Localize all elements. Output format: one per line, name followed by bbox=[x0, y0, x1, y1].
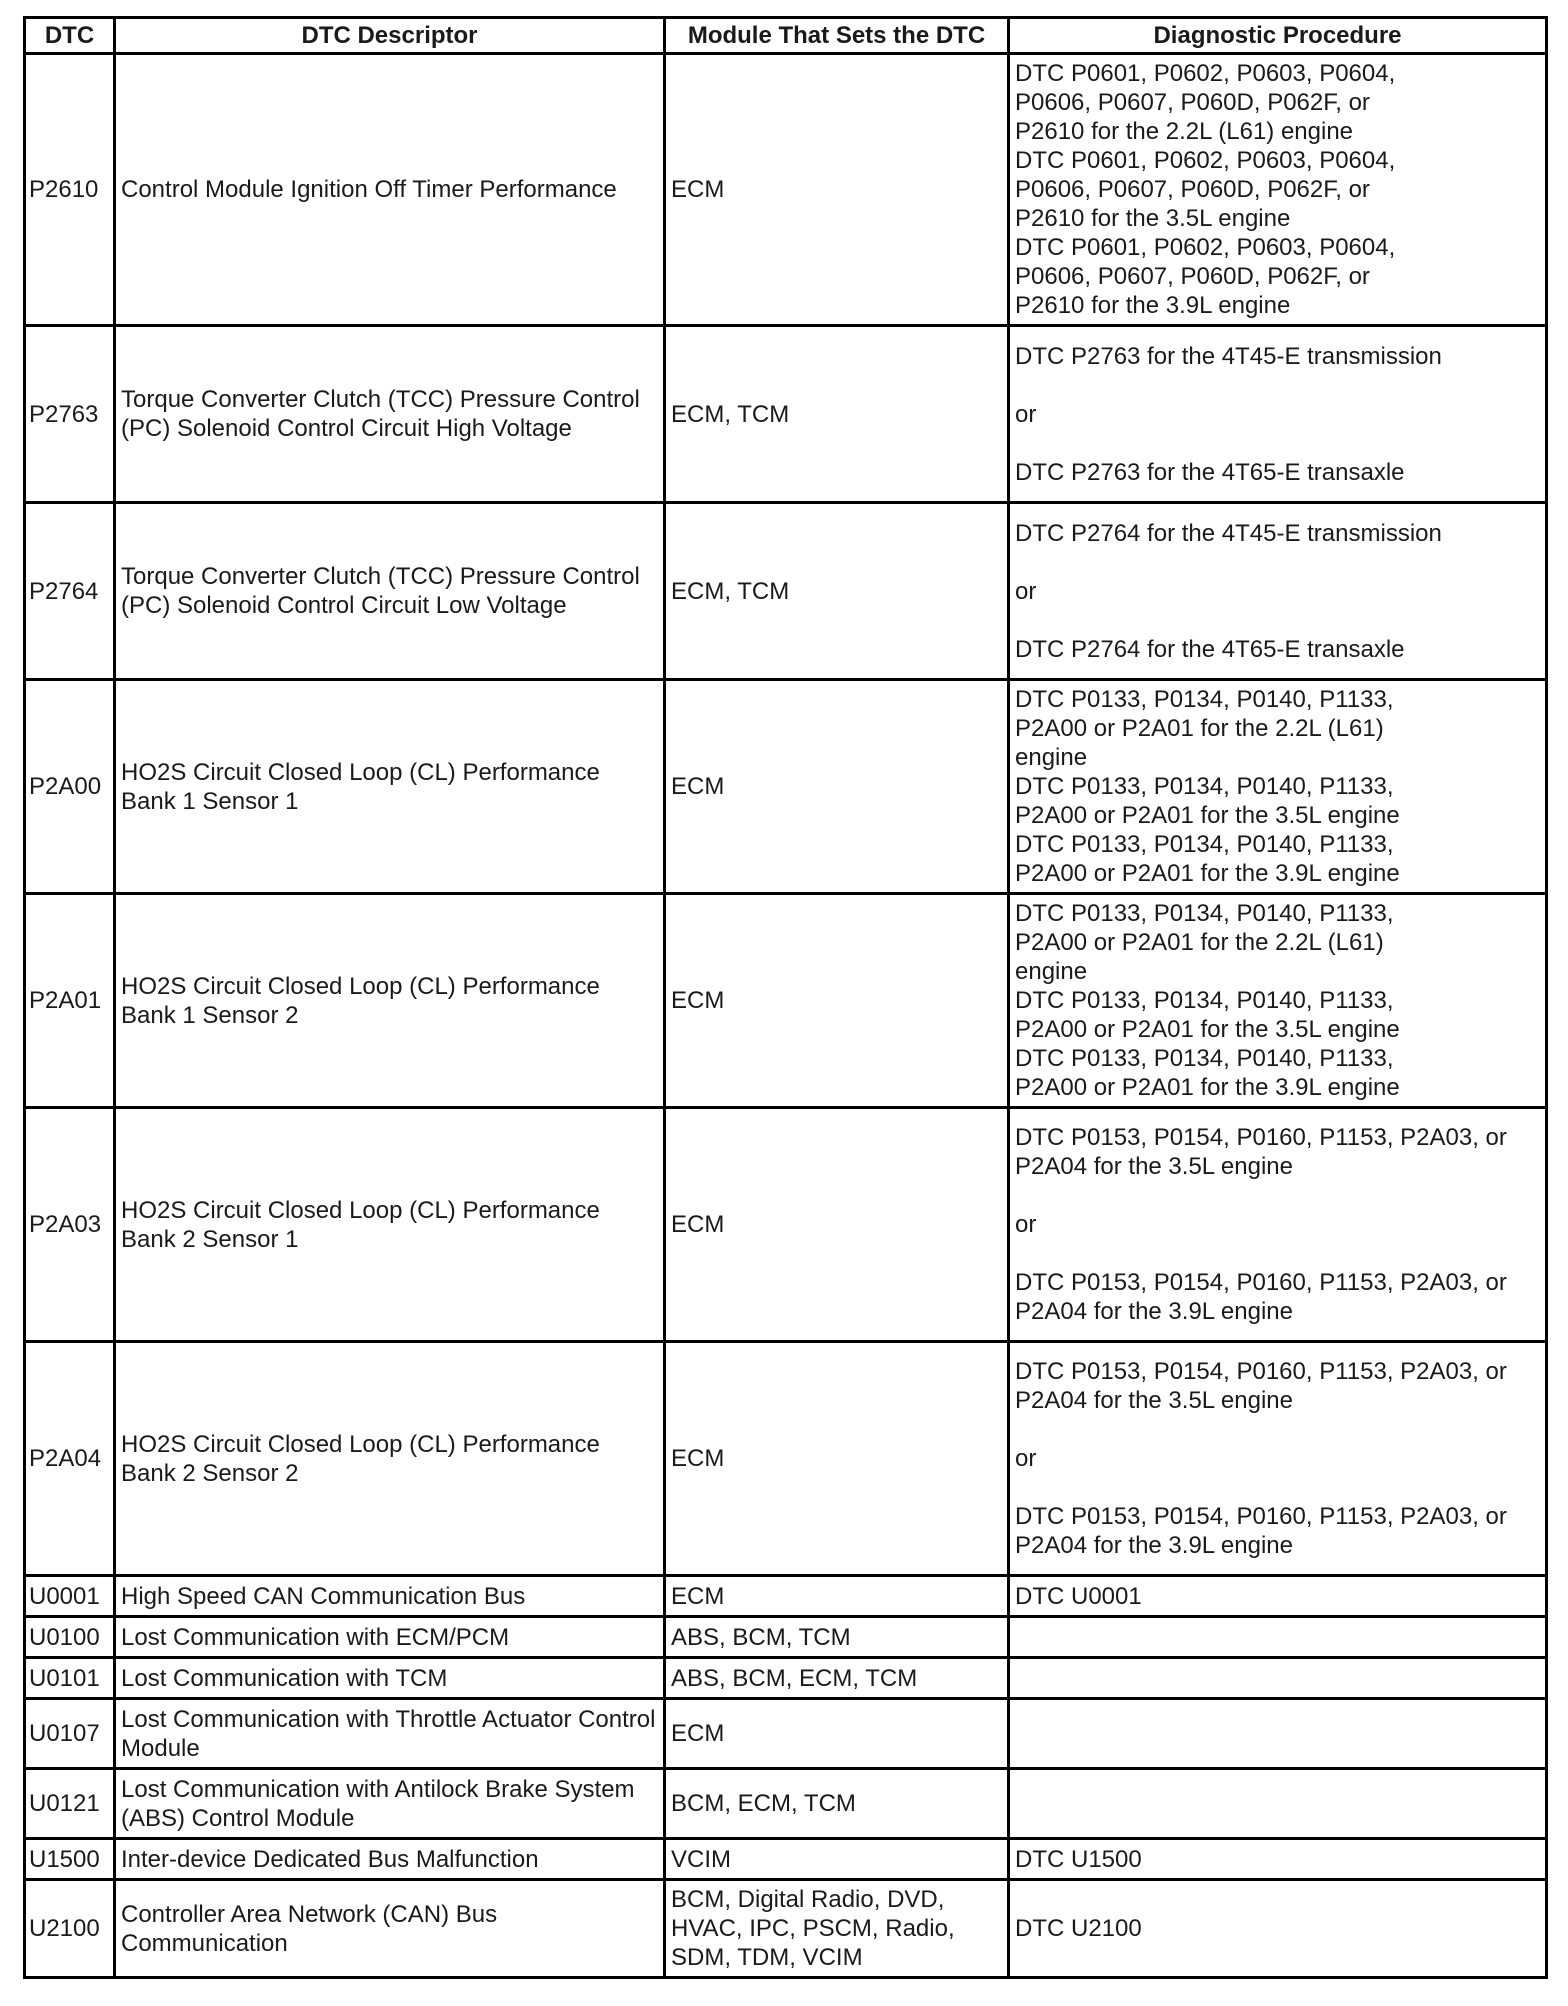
procedure-line[interactable]: P0606, P0607, P060D, P062F, or bbox=[1015, 89, 1370, 116]
dtc-code: P2A00 bbox=[25, 680, 115, 894]
diagnostic-procedure bbox=[1009, 503, 1547, 680]
header-module: Module That Sets the DTC bbox=[665, 18, 1009, 54]
table-row bbox=[25, 680, 1547, 894]
procedure-line[interactable]: DTC P0133, P0134, P0140, P1133, bbox=[1015, 987, 1394, 1014]
dtc-module: BCM, Digital Radio, DVD, HVAC, IPC, PSCM, Radio, SDM, TDM, VCIM bbox=[665, 1880, 1009, 1978]
procedure-line[interactable]: DTC U0001 bbox=[1015, 1582, 1142, 1610]
table-row bbox=[25, 326, 1547, 503]
header-row bbox=[25, 18, 1547, 54]
dtc-module: ECM bbox=[665, 680, 1009, 894]
procedure-line[interactable]: DTC U2100 bbox=[1015, 1915, 1142, 1942]
procedure-line[interactable]: DTC P0153, P0154, P0160, P1153, P2A03, or bbox=[1015, 1269, 1507, 1296]
header-descriptor: DTC Descriptor bbox=[115, 18, 665, 54]
dtc-module: ECM, TCM bbox=[665, 503, 1009, 680]
diagnostic-procedure bbox=[1009, 1880, 1547, 1978]
dtc-descriptor: Controller Area Network (CAN) Bus Communication bbox=[115, 1880, 665, 1978]
procedure-line[interactable]: DTC P0133, P0134, P0140, P1133, bbox=[1015, 1045, 1394, 1072]
dtc-code: P2A04 bbox=[25, 1342, 115, 1576]
procedure-line[interactable]: P2610 for the 3.9L engine bbox=[1015, 292, 1291, 319]
dtc-code: U1500 bbox=[25, 1839, 115, 1880]
dtc-module: ABS, BCM, ECM, TCM bbox=[665, 1658, 1009, 1699]
procedure-spacer bbox=[1015, 606, 1540, 635]
dtc-descriptor: HO2S Circuit Closed Loop (CL) Performance Bank 1 Sensor 2 bbox=[115, 894, 665, 1108]
procedure-line[interactable]: P2A00 or P2A01 for the 3.9L engine bbox=[1015, 1074, 1400, 1101]
diagnostic-procedure bbox=[1009, 1617, 1547, 1658]
dtc-code: P2A03 bbox=[25, 1108, 115, 1342]
diagnostic-procedure bbox=[1009, 680, 1547, 894]
procedure-line[interactable]: P2A04 for the 3.9L engine bbox=[1015, 1532, 1293, 1559]
procedure-line[interactable]: DTC P0153, P0154, P0160, P1153, P2A03, or bbox=[1015, 1358, 1507, 1385]
dtc-code: U2100 bbox=[25, 1880, 115, 1978]
table-row bbox=[25, 1576, 1547, 1617]
dtc-module: ECM bbox=[665, 894, 1009, 1108]
table-row bbox=[25, 1880, 1547, 1978]
procedure-spacer bbox=[1015, 548, 1540, 577]
dtc-module: ECM bbox=[665, 1699, 1009, 1769]
dtc-code: P2763 bbox=[25, 326, 115, 503]
procedure-line[interactable]: DTC P0133, P0134, P0140, P1133, bbox=[1015, 900, 1394, 927]
procedure-line[interactable]: DTC P2764 for the 4T45-E transmission bbox=[1015, 519, 1442, 547]
procedure-line[interactable]: DTC P0133, P0134, P0140, P1133, bbox=[1015, 831, 1394, 858]
dtc-descriptor: Lost Communication with Antilock Brake System (ABS) Control Module bbox=[115, 1769, 665, 1839]
dtc-descriptor: HO2S Circuit Closed Loop (CL) Performance Bank 2 Sensor 2 bbox=[115, 1342, 665, 1576]
diagnostic-procedure bbox=[1009, 1839, 1547, 1880]
procedure-line[interactable]: P2610 for the 3.5L engine bbox=[1015, 205, 1291, 232]
header-procedure: Diagnostic Procedure bbox=[1009, 18, 1547, 54]
diagnostic-procedure bbox=[1009, 1658, 1547, 1699]
dtc-descriptor: Torque Converter Clutch (TCC) Pressure Control (PC) Solenoid Control Circuit Low Voltage bbox=[115, 503, 665, 680]
table-row bbox=[25, 1839, 1547, 1880]
procedure-line: or bbox=[1015, 577, 1037, 605]
diagnostic-procedure bbox=[1009, 894, 1547, 1108]
procedure-line[interactable]: P2A00 or P2A01 for the 2.2L (L61) bbox=[1015, 929, 1384, 956]
dtc-descriptor: Lost Communication with TCM bbox=[115, 1658, 665, 1699]
dtc-module: ECM bbox=[665, 1576, 1009, 1617]
procedure-line[interactable]: DTC P0133, P0134, P0140, P1133, bbox=[1015, 686, 1394, 713]
dtc-descriptor: Inter-device Dedicated Bus Malfunction bbox=[115, 1839, 665, 1880]
diagnostic-procedure bbox=[1009, 1699, 1547, 1769]
dtc-descriptor: HO2S Circuit Closed Loop (CL) Performance Bank 1 Sensor 1 bbox=[115, 680, 665, 894]
procedure-line[interactable]: DTC P0153, P0154, P0160, P1153, P2A03, or bbox=[1015, 1124, 1507, 1151]
dtc-module: BCM, ECM, TCM bbox=[665, 1769, 1009, 1839]
procedure-line[interactable]: P2A04 for the 3.5L engine bbox=[1015, 1387, 1293, 1414]
procedure-line[interactable]: P2A04 for the 3.9L engine bbox=[1015, 1298, 1293, 1325]
dtc-code: P2610 bbox=[25, 54, 115, 326]
diagnostic-procedure bbox=[1009, 1108, 1547, 1342]
procedure-line[interactable]: DTC P0601, P0602, P0603, P0604, bbox=[1015, 234, 1396, 261]
procedure-line[interactable]: DTC P0601, P0602, P0603, P0604, bbox=[1015, 147, 1396, 174]
dtc-module: VCIM bbox=[665, 1839, 1009, 1880]
dtc-code: U0100 bbox=[25, 1617, 115, 1658]
table-row bbox=[25, 1342, 1547, 1576]
dtc-code: U0101 bbox=[25, 1658, 115, 1699]
diagnostic-procedure bbox=[1009, 54, 1547, 326]
table-row bbox=[25, 54, 1547, 326]
procedure-line[interactable]: DTC P0153, P0154, P0160, P1153, P2A03, or bbox=[1015, 1503, 1507, 1530]
procedure-line[interactable]: DTC P0133, P0134, P0140, P1133, bbox=[1015, 773, 1394, 800]
dtc-module: ECM bbox=[665, 1108, 1009, 1342]
procedure-line[interactable]: P2610 for the 2.2L (L61) engine bbox=[1015, 118, 1354, 145]
procedure-line[interactable]: P2A00 or P2A01 for the 2.2L (L61) bbox=[1015, 715, 1384, 742]
procedure-line[interactable]: P0606, P0607, P060D, P062F, or bbox=[1015, 263, 1370, 290]
diagnostic-procedure bbox=[1009, 1769, 1547, 1839]
diagnostic-procedure bbox=[1009, 1342, 1547, 1576]
procedure-line[interactable]: P2A04 for the 3.5L engine bbox=[1015, 1153, 1293, 1180]
procedure-line[interactable]: P2A00 or P2A01 for the 3.5L engine bbox=[1015, 802, 1400, 829]
procedure-spacer bbox=[1015, 429, 1540, 458]
procedure-line[interactable]: DTC P0601, P0602, P0603, P0604, bbox=[1015, 60, 1396, 87]
procedure-line[interactable]: DTC P2763 for the 4T65-E transaxle bbox=[1015, 458, 1405, 486]
procedure-line: or bbox=[1015, 400, 1037, 428]
table-row bbox=[25, 1617, 1547, 1658]
procedure-line: or bbox=[1015, 1445, 1037, 1472]
dtc-descriptor: Control Module Ignition Off Timer Performance bbox=[115, 54, 665, 326]
procedure-spacer bbox=[1015, 1415, 1540, 1444]
dtc-descriptor: Lost Communication with Throttle Actuator Control Module bbox=[115, 1699, 665, 1769]
dtc-descriptor: High Speed CAN Communication Bus bbox=[115, 1576, 665, 1617]
dtc-descriptor: HO2S Circuit Closed Loop (CL) Performance Bank 2 Sensor 1 bbox=[115, 1108, 665, 1342]
procedure-line[interactable]: P2A00 or P2A01 for the 3.5L engine bbox=[1015, 1016, 1400, 1043]
dtc-module: ABS, BCM, TCM bbox=[665, 1617, 1009, 1658]
procedure-line[interactable]: P0606, P0607, P060D, P062F, or bbox=[1015, 176, 1370, 203]
dtc-code: U0121 bbox=[25, 1769, 115, 1839]
dtc-module: ECM, TCM bbox=[665, 326, 1009, 503]
procedure-line: or bbox=[1015, 1211, 1037, 1238]
procedure-spacer bbox=[1015, 1239, 1540, 1268]
table-row bbox=[25, 1769, 1547, 1839]
dtc-code: U0107 bbox=[25, 1699, 115, 1769]
procedure-line[interactable]: engine bbox=[1015, 958, 1088, 985]
dtc-table bbox=[23, 16, 1548, 1979]
dtc-code: U0001 bbox=[25, 1576, 115, 1617]
procedure-spacer bbox=[1015, 1181, 1540, 1210]
procedure-line[interactable]: DTC P2763 for the 4T45-E transmission bbox=[1015, 342, 1442, 370]
diagnostic-procedure bbox=[1009, 1576, 1547, 1617]
dtc-descriptor: Lost Communication with ECM/PCM bbox=[115, 1617, 665, 1658]
procedure-line[interactable]: DTC U1500 bbox=[1015, 1845, 1142, 1873]
table-row bbox=[25, 1658, 1547, 1699]
dtc-code: P2764 bbox=[25, 503, 115, 680]
dtc-module: ECM bbox=[665, 54, 1009, 326]
procedure-line[interactable]: DTC P2764 for the 4T65-E transaxle bbox=[1015, 635, 1405, 663]
header-dtc: DTC bbox=[25, 18, 115, 54]
procedure-spacer bbox=[1015, 1473, 1540, 1502]
table-row bbox=[25, 503, 1547, 680]
table-row bbox=[25, 1108, 1547, 1342]
dtc-code: P2A01 bbox=[25, 894, 115, 1108]
table-row bbox=[25, 894, 1547, 1108]
diagnostic-procedure bbox=[1009, 326, 1547, 503]
procedure-line[interactable]: P2A00 or P2A01 for the 3.9L engine bbox=[1015, 860, 1400, 887]
dtc-module: ECM bbox=[665, 1342, 1009, 1576]
table-row bbox=[25, 1699, 1547, 1769]
procedure-line[interactable]: engine bbox=[1015, 744, 1088, 771]
dtc-descriptor: Torque Converter Clutch (TCC) Pressure Control (PC) Solenoid Control Circuit High Voltage bbox=[115, 326, 665, 503]
procedure-spacer bbox=[1015, 371, 1540, 400]
